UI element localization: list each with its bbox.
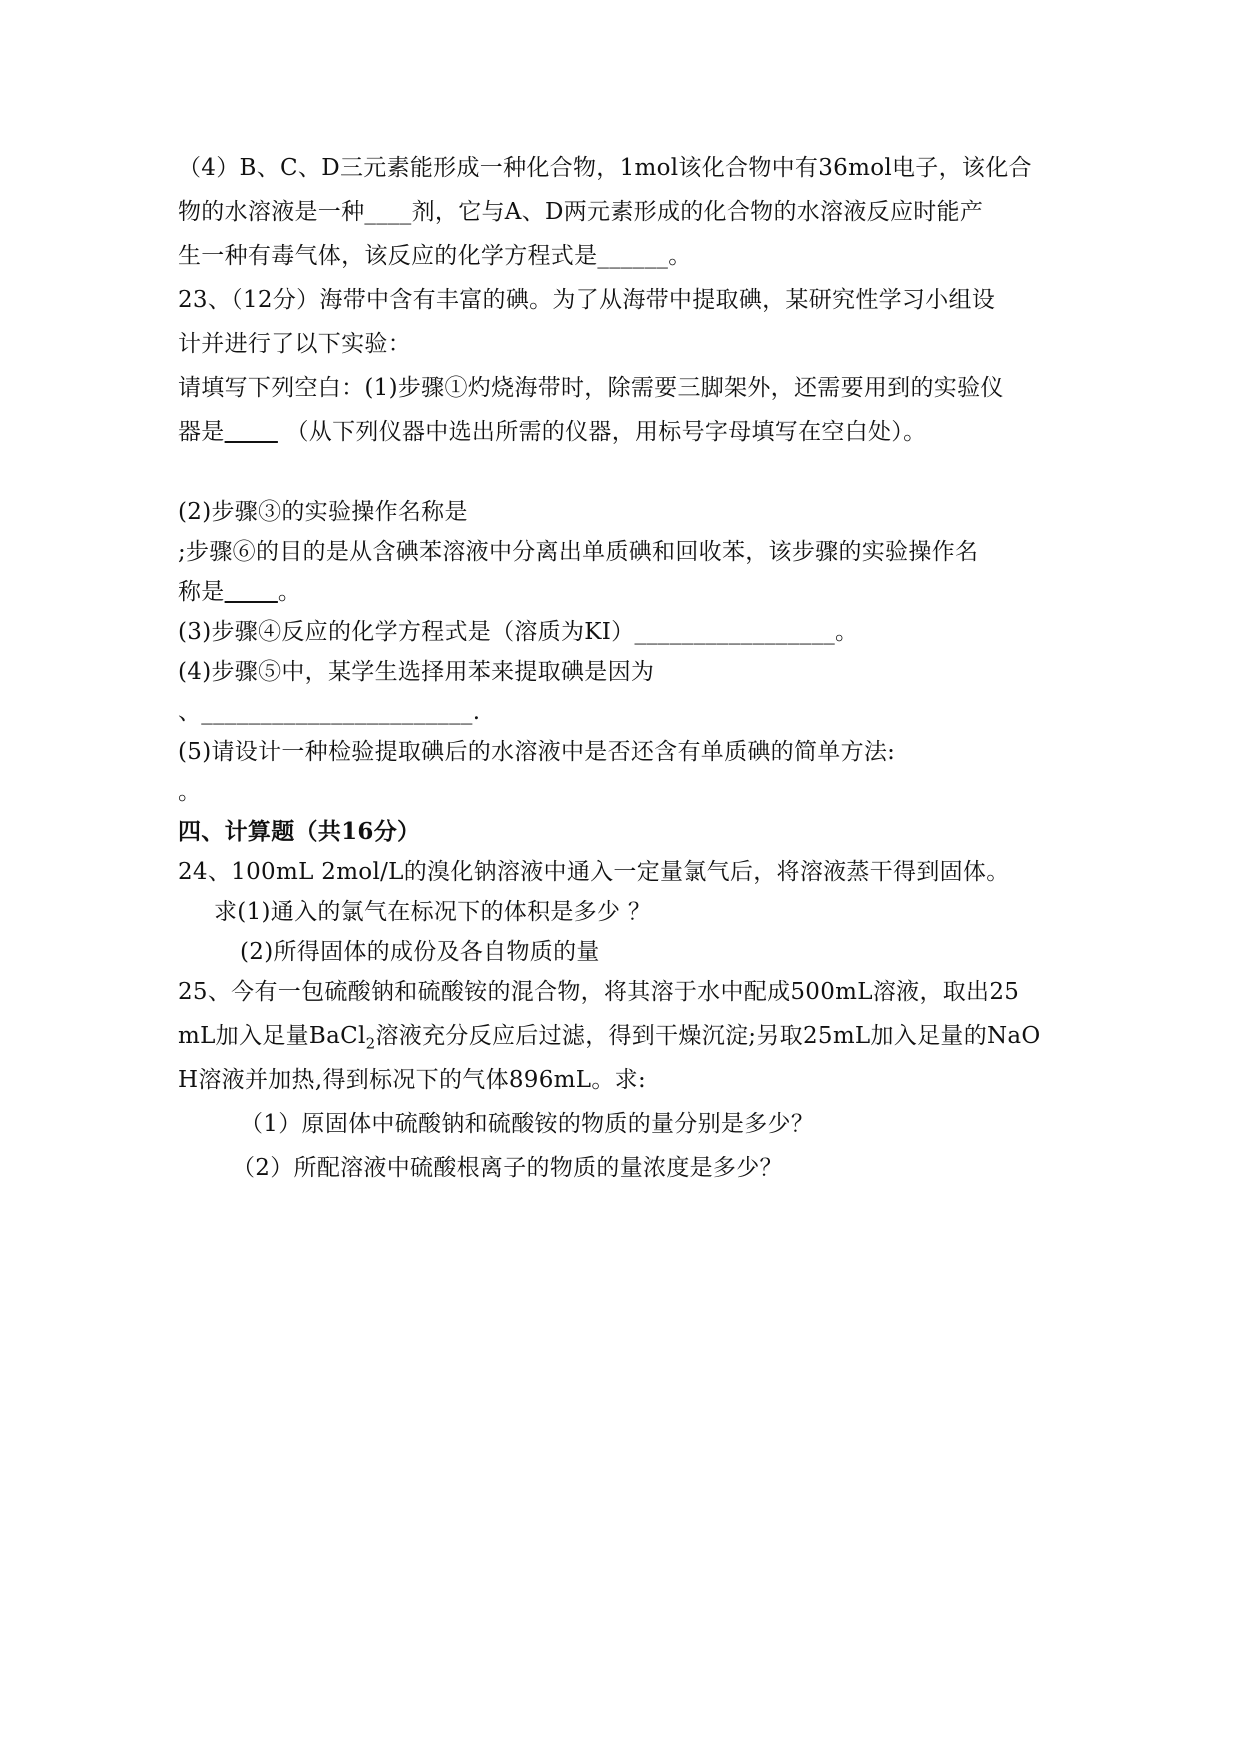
answer-blank [225,579,278,605]
question-23-intro-line2: 计并进行了以下实验： [178,331,411,357]
question-22-part4-line2: 物的水溶液是一种____剂，它与A、D两元素形成的化合物的水溶液反应时能产 [178,199,984,225]
question-23-part3: (3)步骤④反应的化学方程式是（溶质为KI）_________________。 [178,619,859,645]
subscript: 2 [365,1034,376,1053]
question-23-part2-prefix: 称是 [178,579,225,605]
question-23-part1-line1: 请填写下列空白：(1)步骤①灼烧海带时，除需要三脚架外，还需要用到的实验仪 [178,375,1004,401]
question-23-part2-line3 [178,576,301,608]
question-23-part2-line2: ;步骤⑥的目的是从含碘苯溶液中分离出单质碘和回收苯，该步骤的实验操作名 [178,539,979,565]
question-25-line2-end: 溶液充分反应后过滤，得到干燥沉淀;另取25mL加入足量的NaO [375,1023,1041,1049]
question-25-line1: 25、今有一包硫酸钠和硫酸铵的混合物，将其溶于水中配成500mL溶液，取出25 [178,979,1020,1005]
answer-blank [225,419,278,445]
question-24-part1: 求(1)通入的氯气在标况下的体积是多少 ？ [214,899,652,925]
question-25-part2: （2）所配溶液中硫酸根离子的物质的量浓度是多少？ [232,1155,783,1181]
question-23-part5-line2: 。 [178,779,202,805]
question-25-line2-start: mL加入足量BaCl [178,1023,366,1049]
question-23-intro-line1: 23、（12分）海带中含有丰富的碘。为了从海带中提取碘，某研究性学习小组设 [178,287,996,313]
question-23-part1-line2 [178,416,926,448]
question-23-part2-line1: (2)步骤③的实验操作名称是 [178,499,468,525]
question-24-line1: 24、100mL 2mol/L的溴化钠溶液中通入一定量氯气后，将溶液蒸干得到固体。 [178,859,1010,885]
question-25-line3: H溶液并加热,得到标况下的气体896mL。求: [178,1067,647,1093]
question-22-part4-line1: （4）B、C、D三元素能形成一种化合物，1mol该化合物中有36mol电子，该化合 [178,155,1032,181]
question-23-part4-line1: (4)步骤⑤中，某学生选择用苯来提取碘是因为 [178,659,655,685]
section-heading: 四、计算题（共16分） [178,818,421,845]
question-23-part1-suffix: （从下列仪器中选出所需的仪器，用标号字母填写在空白处）。 [277,419,927,445]
question-25-part1: （1）原固体中硫酸钠和硫酸铵的物质的量分别是多少？ [240,1111,815,1137]
question-25-line2 [178,1020,1041,1052]
question-23-part5-line1: (5)请设计一种检验提取碘后的水溶液中是否还含有单质碘的简单方法: [178,739,896,765]
question-22-part4-line3: 生一种有毒气体，该反应的化学方程式是______。 [178,243,692,269]
question-24-part2: (2)所得固体的成份及各自物质的量 [240,939,600,965]
question-23-part4-line2: 、_______________________. [178,699,481,725]
question-23-part2-suffix: 。 [277,579,302,605]
question-23-part1-prefix: 器是 [178,419,225,445]
